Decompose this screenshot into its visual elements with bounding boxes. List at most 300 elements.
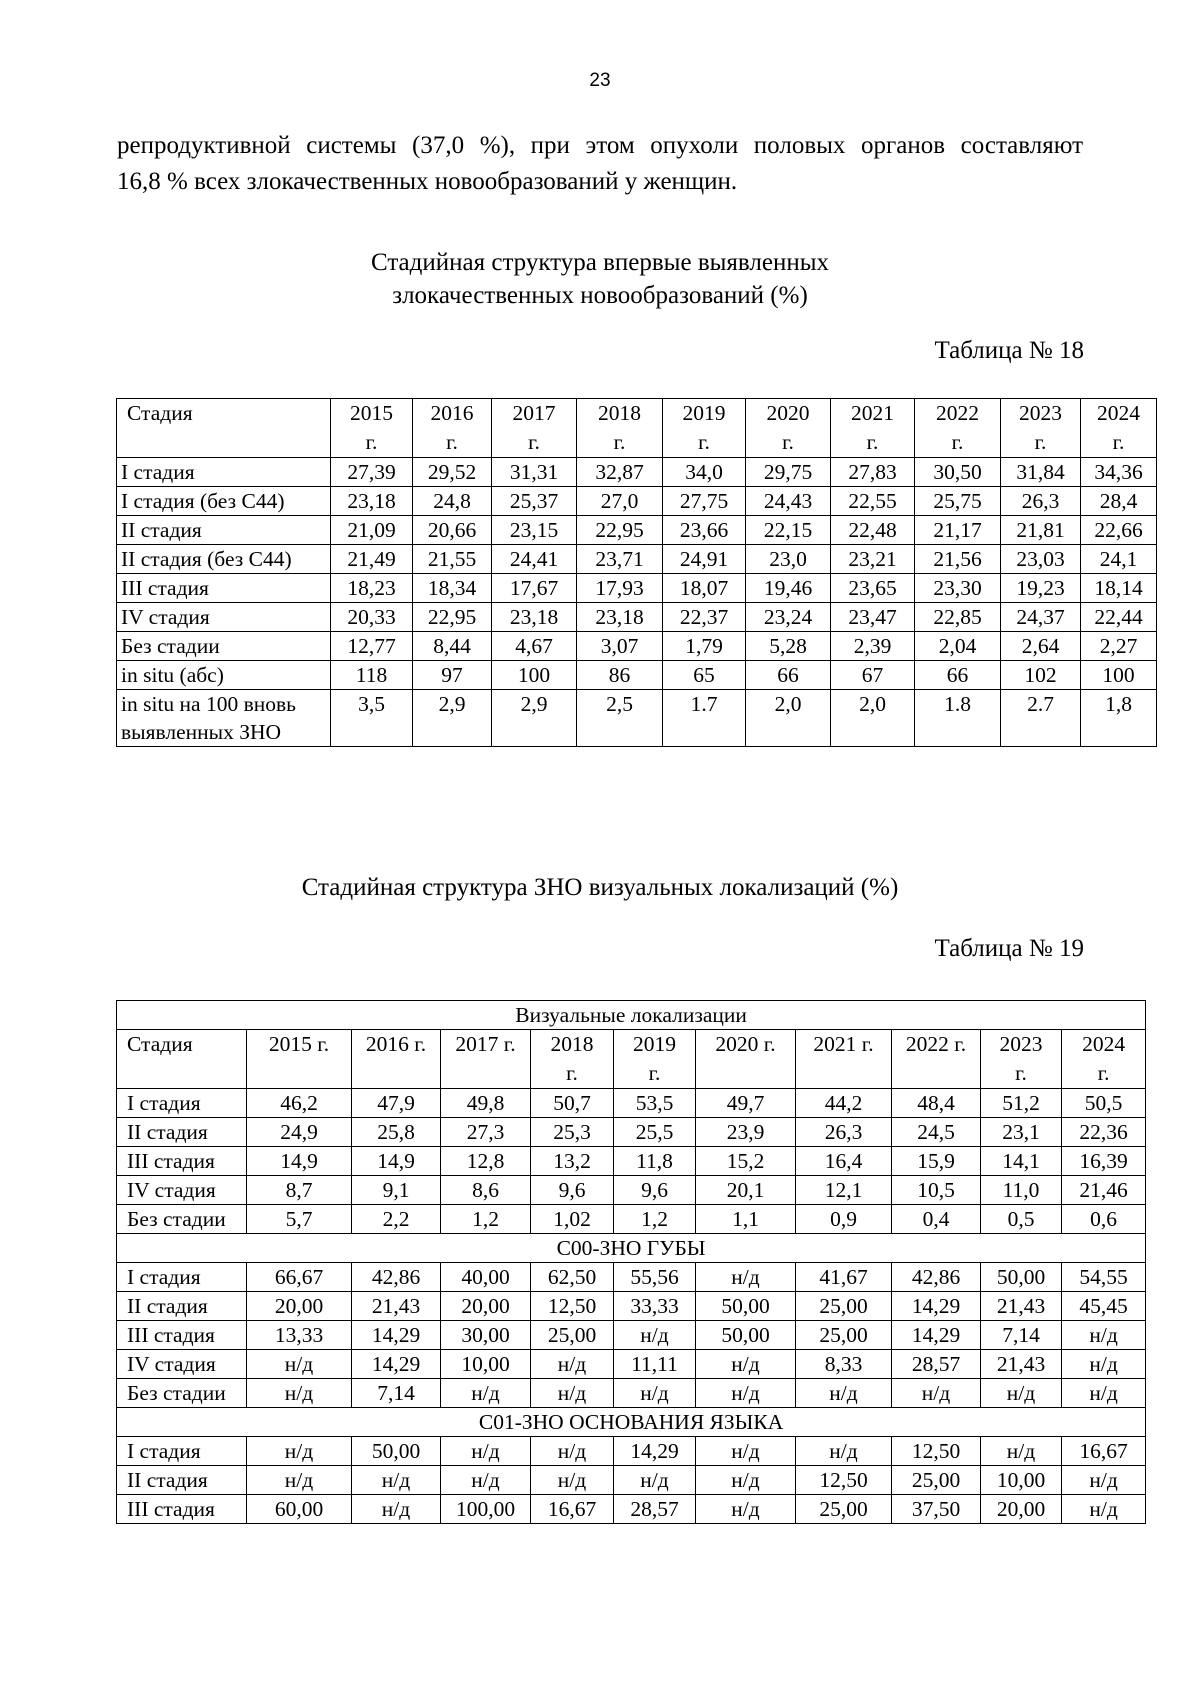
year-value: 2023 [999, 1032, 1043, 1056]
year-value: 2022 г. [905, 1032, 967, 1056]
table-cell: 22,44 [1081, 603, 1157, 632]
table-18-heading [0, 246, 1200, 312]
table-cell: 23,66 [663, 516, 746, 545]
table-cell: 24,43 [746, 487, 831, 516]
table-cell: 28,57 [614, 1495, 696, 1524]
stage-label: IV стадия [117, 603, 331, 632]
table-cell: 25,00 [531, 1321, 614, 1350]
table-cell: 118 [331, 661, 413, 690]
stage-label: II стадия [117, 1466, 247, 1495]
table-cell: 42,86 [352, 1263, 441, 1292]
table-cell: 8,33 [796, 1350, 892, 1379]
table-cell: 66 [915, 661, 1001, 690]
table-cell: 100 [1081, 661, 1157, 690]
year-suffix: г. [1112, 430, 1125, 454]
table-cell: 2,27 [1081, 632, 1157, 661]
table-cell: н/д [441, 1437, 531, 1466]
stage-label: I стадия (без С44) [117, 487, 331, 516]
table-cell: 14,29 [892, 1321, 981, 1350]
table-19 [116, 1000, 1146, 1524]
year-value: 2024 [1082, 1032, 1126, 1056]
table-row [117, 574, 1157, 603]
table-cell: 50,5 [1062, 1089, 1146, 1118]
table-cell: 12,77 [331, 632, 413, 661]
table-row [117, 1350, 1146, 1379]
year-value: 2019 [633, 1032, 676, 1056]
table-cell: 20,66 [413, 516, 492, 545]
table-cell: н/д [696, 1466, 796, 1495]
table-cell: н/д [696, 1437, 796, 1466]
table-cell: 16,4 [796, 1147, 892, 1176]
table-cell: 19,46 [746, 574, 831, 603]
table-cell: 2,04 [915, 632, 1001, 661]
table-cell: 32,87 [577, 458, 663, 487]
stage-header: Стадия [117, 1030, 247, 1089]
table-cell: 2,5 [577, 690, 663, 747]
table-cell: 21,09 [331, 516, 413, 545]
year-suffix: г. [566, 1061, 578, 1085]
table-cell: 40,00 [441, 1263, 531, 1292]
table-cell: 11,8 [614, 1147, 696, 1176]
year-value: 2016 [430, 401, 474, 425]
table-cell: 66 [746, 661, 831, 690]
table-cell: 31,84 [1001, 458, 1081, 487]
table-cell: 50,00 [696, 1292, 796, 1321]
table-cell: н/д [796, 1437, 892, 1466]
page-number: 23 [589, 70, 611, 91]
table-cell: 13,2 [531, 1147, 614, 1176]
year-value: 2021 г. [813, 1032, 874, 1056]
table-18 [116, 398, 1157, 747]
table-cell: 12,50 [796, 1466, 892, 1495]
table-cell: 37,50 [892, 1495, 981, 1524]
table-row [117, 1263, 1146, 1292]
table-cell: н/д [892, 1379, 981, 1408]
table-cell: 14,1 [981, 1147, 1062, 1176]
table-cell: 25,3 [531, 1118, 614, 1147]
year-suffix: г. [1015, 1061, 1027, 1085]
table-row [117, 1379, 1146, 1408]
year-suffix: г. [613, 430, 626, 454]
table-cell: 1,2 [614, 1205, 696, 1234]
table-cell: 21,81 [1001, 516, 1081, 545]
year-header [1062, 1030, 1146, 1089]
table-row [117, 1321, 1146, 1350]
table-cell: 22,15 [746, 516, 831, 545]
table-cell: 8,6 [441, 1176, 531, 1205]
section-title: Визуальные локализации [117, 1001, 1146, 1030]
year-header [915, 399, 1001, 458]
year-suffix: г. [365, 430, 378, 454]
table-cell: 22,48 [831, 516, 915, 545]
table-cell: 50,00 [981, 1263, 1062, 1292]
table-cell: 23,30 [915, 574, 1001, 603]
table-cell: 21,43 [981, 1350, 1062, 1379]
table-cell: 24,1 [1081, 545, 1157, 574]
table-cell: н/д [1062, 1379, 1146, 1408]
table-cell: 23,71 [577, 545, 663, 574]
stage-label: II стадия [117, 516, 331, 545]
table-cell: 21,43 [981, 1292, 1062, 1321]
table-cell: н/д [352, 1466, 441, 1495]
table-cell: 28,4 [1081, 487, 1157, 516]
table-cell: 20,1 [696, 1176, 796, 1205]
table-cell: 16,67 [1062, 1437, 1146, 1466]
table-cell: 20,00 [247, 1292, 352, 1321]
table-cell: 25,37 [492, 487, 577, 516]
table-18-heading-line-2: злокачественных новообразований (%) [392, 282, 808, 309]
table-cell: 26,3 [796, 1118, 892, 1147]
table-cell: 26,3 [1001, 487, 1081, 516]
stage-label: Без стадии [117, 1205, 247, 1234]
table-cell: 12,50 [892, 1437, 981, 1466]
table-cell: 10,00 [441, 1350, 531, 1379]
table-cell: 9,6 [614, 1176, 696, 1205]
table-cell: 50,00 [352, 1437, 441, 1466]
table-cell: н/д [1062, 1321, 1146, 1350]
table-cell: 7,14 [981, 1321, 1062, 1350]
year-value: 2020 [766, 401, 810, 425]
intro-line-1: репродуктивной системы (37,0 %), при этом опухоли половых органов составляют [117, 132, 1083, 159]
table-cell: 66,67 [247, 1263, 352, 1292]
table-cell: 1.7 [663, 690, 746, 747]
table-cell: н/д [796, 1379, 892, 1408]
table-cell: 30,00 [441, 1321, 531, 1350]
table-cell: 31,31 [492, 458, 577, 487]
stage-label: Без стадии [117, 1379, 247, 1408]
stage-label: I стадия [117, 458, 331, 487]
stage-label: III стадия [117, 1495, 247, 1524]
table-cell: 24,41 [492, 545, 577, 574]
table-cell: 22,66 [1081, 516, 1157, 545]
stage-label: II стадия [117, 1292, 247, 1321]
year-suffix [700, 1059, 791, 1088]
table-cell: 50,7 [531, 1089, 614, 1118]
year-header [331, 399, 413, 458]
table-cell: 23,18 [331, 487, 413, 516]
table-row [117, 458, 1157, 487]
table-cell: н/д [352, 1495, 441, 1524]
table-cell: 13,33 [247, 1321, 352, 1350]
table-cell: 9,6 [531, 1176, 614, 1205]
table-cell: 42,86 [892, 1263, 981, 1292]
year-suffix: г. [951, 430, 964, 454]
table-cell: 8,44 [413, 632, 492, 661]
table-cell: 5,7 [247, 1205, 352, 1234]
table-cell: 12,8 [441, 1147, 531, 1176]
table-cell: 20,33 [331, 603, 413, 632]
table-cell: 18,07 [663, 574, 746, 603]
table-cell: 1.8 [915, 690, 1001, 747]
table-cell: 49,8 [441, 1089, 531, 1118]
year-suffix [800, 1059, 887, 1088]
table-cell: 25,00 [892, 1466, 981, 1495]
stage-label: III стадия [117, 1321, 247, 1350]
table-cell: 27,39 [331, 458, 413, 487]
table-cell: 30,50 [915, 458, 1001, 487]
table-cell: 100 [492, 661, 577, 690]
table-cell: 25,00 [796, 1495, 892, 1524]
table-cell: 49,7 [696, 1089, 796, 1118]
table-19-label: Таблица № 19 [934, 935, 1084, 962]
table-cell: 33,33 [614, 1292, 696, 1321]
table-cell: 14,29 [892, 1292, 981, 1321]
table-cell: 2,64 [1001, 632, 1081, 661]
table-cell: 0,4 [892, 1205, 981, 1234]
table-row [117, 690, 1157, 747]
table-cell: н/д [441, 1379, 531, 1408]
table-cell: 25,5 [614, 1118, 696, 1147]
table-cell: н/д [1062, 1495, 1146, 1524]
table-cell: 19,23 [1001, 574, 1081, 603]
table-cell: 12,50 [531, 1292, 614, 1321]
table-row [117, 661, 1157, 690]
table-cell: н/д [614, 1379, 696, 1408]
table-cell: 2,9 [413, 690, 492, 747]
table-cell: 7,14 [352, 1379, 441, 1408]
table-cell: н/д [981, 1437, 1062, 1466]
stage-label: I стадия [117, 1089, 247, 1118]
table-19-header-row [117, 1030, 1146, 1089]
table-cell: 60,00 [247, 1495, 352, 1524]
year-suffix: г. [446, 430, 458, 454]
table-cell: 25,00 [796, 1321, 892, 1350]
table-cell: 18,23 [331, 574, 413, 603]
year-suffix: г. [866, 430, 879, 454]
table-row [117, 1466, 1146, 1495]
table-row [117, 1205, 1146, 1234]
table-cell: 23,1 [981, 1118, 1062, 1147]
table-cell: 23,65 [831, 574, 915, 603]
table-cell: 15,9 [892, 1147, 981, 1176]
table-cell: 27,3 [441, 1118, 531, 1147]
table-cell: 11,0 [981, 1176, 1062, 1205]
year-value: 2020 г. [715, 1032, 776, 1056]
table-cell: 22,95 [577, 516, 663, 545]
year-value: 2015 [350, 401, 393, 425]
year-value: 2024 [1097, 401, 1140, 425]
table-cell: 23,15 [492, 516, 577, 545]
table-cell: н/д [531, 1466, 614, 1495]
table-row [117, 487, 1157, 516]
section-row [117, 1234, 1146, 1263]
table-cell: 29,52 [413, 458, 492, 487]
intro-line-2: 16,8 % всех злокачественных новообразований у женщин. [117, 168, 738, 195]
year-header [577, 399, 663, 458]
table-cell: н/д [531, 1350, 614, 1379]
table-row [117, 1089, 1146, 1118]
table-cell: 62,50 [531, 1263, 614, 1292]
table-cell: 24,9 [247, 1118, 352, 1147]
table-cell: 21,55 [413, 545, 492, 574]
stage-label: III стадия [117, 1147, 247, 1176]
stage-label: II стадия (без С44) [117, 545, 331, 574]
table-cell: 4,67 [492, 632, 577, 661]
year-header [531, 1030, 614, 1089]
year-header [1001, 399, 1081, 458]
table-cell: н/д [696, 1263, 796, 1292]
year-suffix: г. [528, 430, 540, 454]
table-cell: 51,2 [981, 1089, 1062, 1118]
section-title: С01-ЗНО ОСНОВАНИЯ ЯЗЫКА [117, 1408, 1146, 1437]
year-value: 2015 г. [268, 1032, 330, 1056]
table-cell: 27,0 [577, 487, 663, 516]
table-cell: н/д [614, 1321, 696, 1350]
table-cell: 47,9 [352, 1089, 441, 1118]
year-header [981, 1030, 1062, 1089]
table-cell: 45,45 [1062, 1292, 1146, 1321]
table-cell: 8,7 [247, 1176, 352, 1205]
year-suffix [356, 1059, 436, 1088]
year-header [1081, 399, 1157, 458]
table-cell: 23,18 [577, 603, 663, 632]
table-cell: н/д [247, 1379, 352, 1408]
table-cell: 41,67 [796, 1263, 892, 1292]
table-cell: 23,47 [831, 603, 915, 632]
table-cell: 86 [577, 661, 663, 690]
table-cell: 2,0 [831, 690, 915, 747]
year-header [796, 1030, 892, 1089]
year-suffix [251, 1059, 347, 1088]
table-cell: н/д [247, 1466, 352, 1495]
table-row [117, 1118, 1146, 1147]
table-cell: 1,1 [696, 1205, 796, 1234]
table-cell: 14,29 [352, 1321, 441, 1350]
table-cell: н/д [247, 1437, 352, 1466]
year-value: 2017 [512, 401, 556, 425]
table-cell: 23,21 [831, 545, 915, 574]
table-row [117, 1292, 1146, 1321]
table-row [117, 1437, 1146, 1466]
year-value: 2023 [1019, 401, 1062, 425]
table-cell: н/д [696, 1495, 796, 1524]
table-cell: н/д [981, 1379, 1062, 1408]
table-cell: 0,9 [796, 1205, 892, 1234]
table-cell: 21,17 [915, 516, 1001, 545]
year-value: 2018 [550, 1032, 594, 1056]
table-cell: 102 [1001, 661, 1081, 690]
stage-header: Стадия [117, 399, 331, 458]
table-cell: 23,24 [746, 603, 831, 632]
table-cell: 23,18 [492, 603, 577, 632]
table-cell: 97 [413, 661, 492, 690]
table-cell: 1,8 [1081, 690, 1157, 747]
table-cell: 25,8 [352, 1118, 441, 1147]
year-header [831, 399, 915, 458]
table-cell: 14,29 [352, 1350, 441, 1379]
table-cell: 20,00 [981, 1495, 1062, 1524]
table-cell: 3,07 [577, 632, 663, 661]
table-cell: 21,43 [352, 1292, 441, 1321]
table-cell: 2,9 [492, 690, 577, 747]
table-cell: 44,2 [796, 1089, 892, 1118]
table-cell: 3,5 [331, 690, 413, 747]
table-cell: 16,67 [531, 1495, 614, 1524]
table-cell: 18,34 [413, 574, 492, 603]
table-cell: н/д [614, 1466, 696, 1495]
year-suffix: г. [782, 430, 794, 454]
table-cell: 25,75 [915, 487, 1001, 516]
year-value: 2022 [936, 401, 979, 425]
table-cell: 14,29 [614, 1437, 696, 1466]
table-cell: 2,2 [352, 1205, 441, 1234]
year-suffix: г. [1097, 1061, 1110, 1085]
table-cell: 67 [831, 661, 915, 690]
table-cell: 21,56 [915, 545, 1001, 574]
table-row [117, 1147, 1146, 1176]
year-suffix [896, 1059, 976, 1088]
table-cell: 28,57 [892, 1350, 981, 1379]
year-header [663, 399, 746, 458]
year-value: 2021 [851, 401, 894, 425]
stage-label: in situ (абс) [117, 661, 331, 690]
table-row [117, 1176, 1146, 1205]
table-cell: 50,00 [696, 1321, 796, 1350]
table-cell: 23,9 [696, 1118, 796, 1147]
year-value: 2018 [598, 401, 641, 425]
table-cell: 0,5 [981, 1205, 1062, 1234]
table-cell: 10,00 [981, 1466, 1062, 1495]
table-cell: 1,2 [441, 1205, 531, 1234]
table-row [117, 1495, 1146, 1524]
section-row [117, 1408, 1146, 1437]
table-cell: 34,0 [663, 458, 746, 487]
table-18-label: Таблица № 18 [934, 337, 1084, 364]
table-cell: 10,5 [892, 1176, 981, 1205]
table-cell: 22,37 [663, 603, 746, 632]
table-cell: 24,8 [413, 487, 492, 516]
year-suffix [445, 1059, 526, 1088]
table-cell: 65 [663, 661, 746, 690]
year-suffix: г. [648, 1061, 661, 1085]
table-18-heading-line-1: Стадийная структура впервые выявленных [370, 249, 830, 276]
year-suffix: г. [1034, 430, 1047, 454]
table-cell: 18,14 [1081, 574, 1157, 603]
table-cell: н/д [531, 1437, 614, 1466]
table-cell: 17,93 [577, 574, 663, 603]
stage-label: I стадия [117, 1437, 247, 1466]
table-row [117, 516, 1157, 545]
stage-label: III стадия [117, 574, 331, 603]
stage-label: IV стадия [117, 1350, 247, 1379]
table-cell: 12,1 [796, 1176, 892, 1205]
year-header [746, 399, 831, 458]
table-cell: 0,6 [1062, 1205, 1146, 1234]
year-header [892, 1030, 981, 1089]
table-cell: 24,37 [1001, 603, 1081, 632]
table-cell: 29,75 [746, 458, 831, 487]
table-cell: 22,85 [915, 603, 1001, 632]
table-cell: 24,5 [892, 1118, 981, 1147]
stage-label: I стадия [117, 1263, 247, 1292]
year-value: 2019 [682, 401, 726, 425]
year-header [492, 399, 577, 458]
table-cell: 1,02 [531, 1205, 614, 1234]
table-18-header-row [117, 399, 1157, 458]
year-header [614, 1030, 696, 1089]
stage-label: IV стадия [117, 1176, 247, 1205]
table-cell: 22,55 [831, 487, 915, 516]
table-cell: 22,36 [1062, 1118, 1146, 1147]
table-cell: 9,1 [352, 1176, 441, 1205]
table-cell: н/д [696, 1350, 796, 1379]
stage-label: II стадия [117, 1118, 247, 1147]
table-cell: 11,11 [614, 1350, 696, 1379]
year-header [247, 1030, 352, 1089]
table-cell: 22,95 [413, 603, 492, 632]
year-value: 2017 г. [455, 1032, 516, 1056]
table-cell: 16,39 [1062, 1147, 1146, 1176]
